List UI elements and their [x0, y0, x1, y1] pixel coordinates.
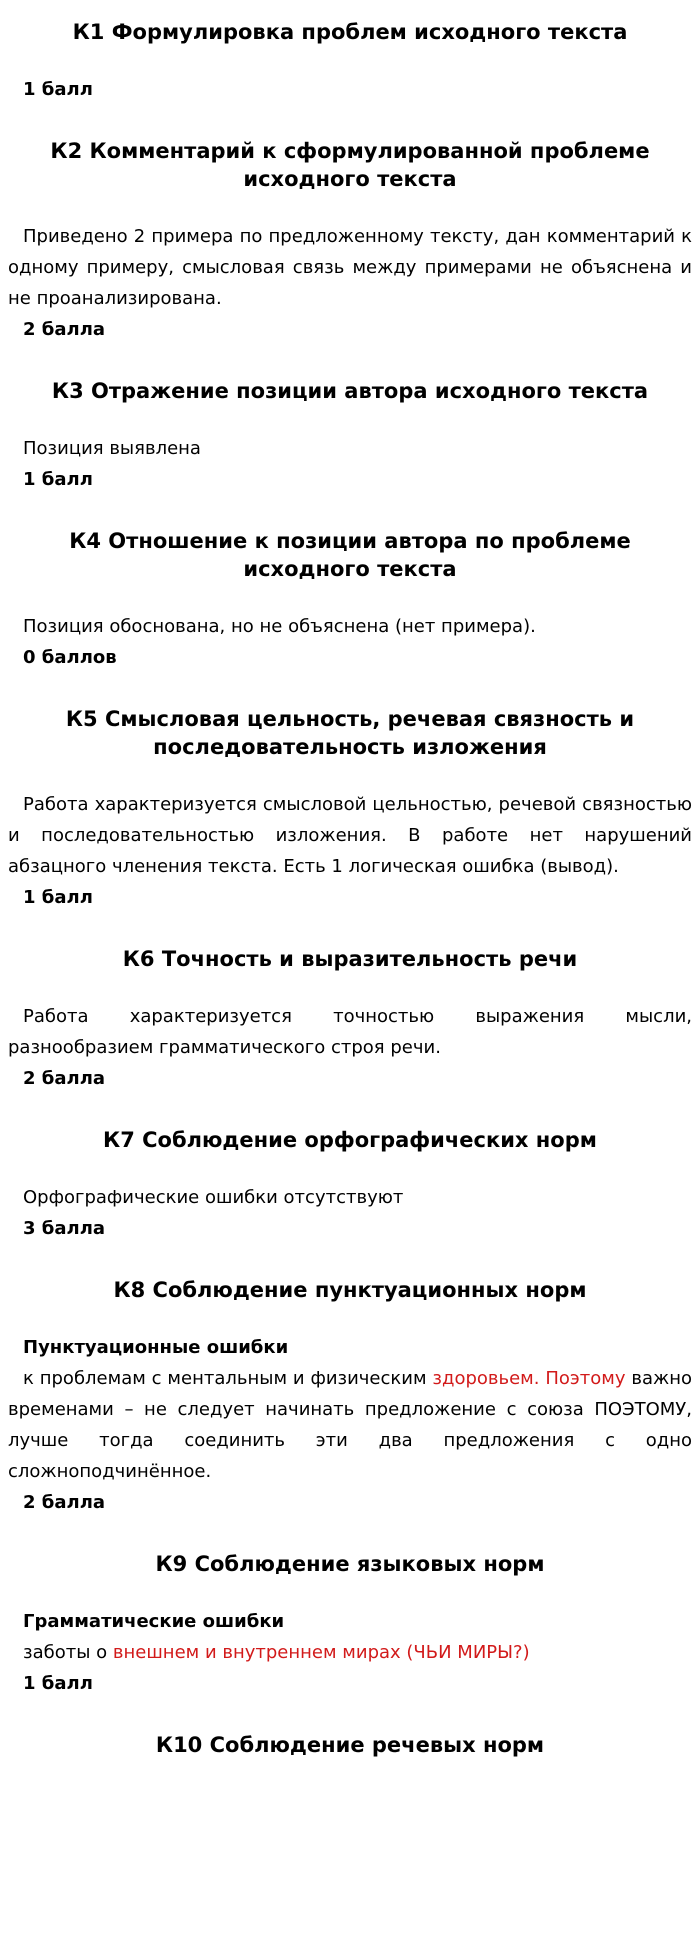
criterion-k5	[0, 705, 700, 913]
criterion-score: 1 балл	[23, 469, 93, 490]
criterion-score: 3 балла	[23, 1218, 106, 1239]
criterion-k8	[0, 1276, 700, 1518]
criterion-k10	[0, 1731, 700, 1759]
criterion-score: 1 балл	[23, 1673, 93, 1694]
criterion-score: 2 балла	[23, 319, 106, 340]
error-highlight: здоровьем. Поэтому	[432, 1368, 626, 1389]
criterion-comment: Работа характеризуется точностью выражения мысли, разнообразием грамматического строя речи.	[8, 1006, 692, 1058]
criterion-k2	[0, 137, 700, 345]
criterion-title: К5 Смысловая цельность, речевая связность и последовательность изложения	[65, 707, 635, 759]
criterion-score: 2 балла	[23, 1068, 106, 1089]
criterion-comment: Приведено 2 примера по предложенному тексту, дан комментарий к одному примеру, смысловая связь между примерами не объяснена и не проанализирована.	[8, 226, 692, 309]
criterion-title: К6 Точность и выразительность речи	[122, 947, 578, 971]
criterion-comment: Орфографические ошибки отсутствуют	[23, 1187, 404, 1208]
error-example	[8, 1363, 692, 1487]
criterion-k9	[0, 1550, 700, 1699]
criterion-title: К9 Соблюдение языковых норм	[155, 1552, 545, 1576]
criterion-title: К8 Соблюдение пунктуационных норм	[113, 1278, 587, 1302]
error-explanation: важно временами – не следует начинать предложение с союза ПОЭТОМУ, лучше тогда соединить эти два предложения с одно сложноподчинённое.	[8, 1368, 692, 1482]
error-context-text: заботы о	[23, 1642, 113, 1663]
criterion-score: 1 балл	[23, 887, 93, 908]
error-example	[8, 1637, 692, 1668]
criterion-k7	[0, 1126, 700, 1244]
criterion-score: 1 балл	[23, 79, 93, 100]
criterion-title: К2 Комментарий к сформулированной проблеме исходного текста	[50, 139, 650, 191]
error-context-text: к проблемам с ментальным и физическим	[23, 1368, 433, 1389]
criterion-k1	[0, 18, 700, 105]
criterion-score: 0 баллов	[23, 647, 117, 668]
criterion-title: К1 Формулировка проблем исходного текста	[72, 20, 628, 44]
criterion-comment: Работа характеризуется смысловой цельностью, речевой связностью и последовательностью изложения. В работе нет нарушений абзацного членения текста. Есть 1 логическая ошибка (вывод).	[8, 794, 692, 877]
criterion-title: К10 Соблюдение речевых норм	[155, 1733, 545, 1757]
error-type-heading: Грамматические ошибки	[23, 1611, 285, 1632]
criterion-k4	[0, 527, 700, 673]
criterion-comment: Позиция обоснована, но не объяснена (нет примера).	[23, 616, 536, 637]
criterion-score: 2 балла	[23, 1492, 106, 1513]
criterion-k3	[0, 377, 700, 495]
criterion-title: К3 Отражение позиции автора исходного текста	[51, 379, 649, 403]
criterion-comment: Позиция выявлена	[23, 438, 201, 459]
error-type-heading: Пунктуационные ошибки	[23, 1337, 289, 1358]
criterion-title: К4 Отношение к позиции автора по проблеме исходного текста	[69, 529, 631, 581]
criterion-k6	[0, 945, 700, 1094]
criterion-title: К7 Соблюдение орфографических норм	[103, 1128, 597, 1152]
error-highlight: внешнем и внутреннем мирах (ЧЬИ МИРЫ?)	[112, 1642, 530, 1663]
